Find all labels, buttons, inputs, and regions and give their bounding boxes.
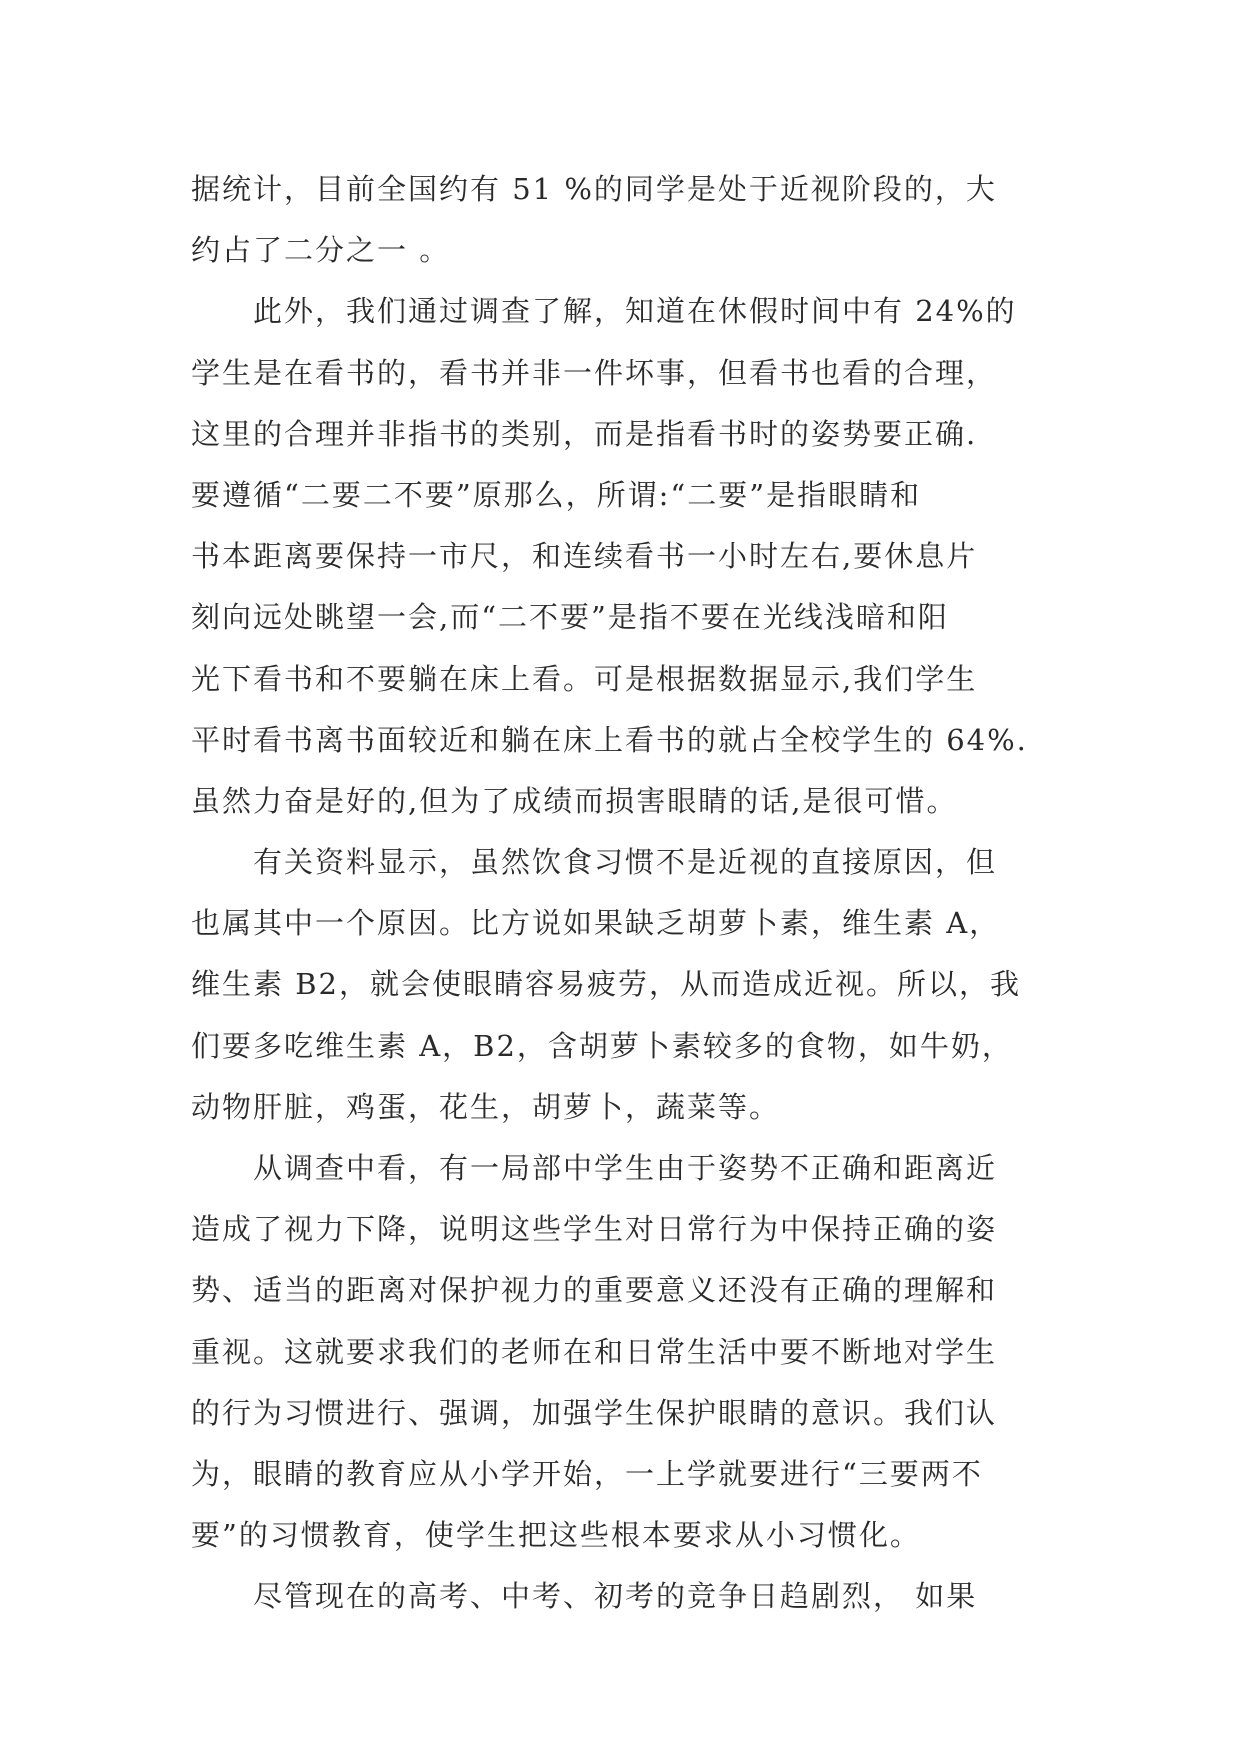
- text-line-8: 刻向远处眺望一会,而“二不要”是指不要在光线浅暗和阳: [191, 600, 949, 635]
- body-text: [191, 159, 1051, 1628]
- text-line-18: 造成了视力下降，说明这些学生对日常行为中保持正确的姿: [191, 1212, 998, 1247]
- text-line-15: 们要多吃维生素 A，B2，含胡萝卜素较多的食物，如牛奶，: [191, 1028, 1013, 1063]
- text-line-21: 的行为习惯进行、强调，加强学生保护眼睛的意识。我们认: [191, 1395, 998, 1430]
- text-line-7: 书本距离要保持一市尺，和连续看书一小时左右,要休息片: [191, 539, 978, 574]
- paragraph-start-line-24: 尽管现在的高考、中考、初考的竞争日趋剧烈， 如果: [253, 1579, 978, 1614]
- text-line-20: 重视。这就要求我们的老师在和日常生活中要不断地对学生: [191, 1334, 998, 1369]
- text-line-13: 也属其中一个原因。比方说如果缺乏胡萝卜素，维生素 A，: [191, 906, 1001, 941]
- text-line-19: 势、适当的距离对保护视力的重要意义还没有正确的理解和: [191, 1273, 998, 1308]
- text-line-16: 动物肝脏，鸡蛋，花生，胡萝卜，蔬菜等。: [191, 1089, 781, 1124]
- paragraph-start-line-3: 此外，我们通过调查了解，知道在休假时间中有 24%的: [253, 294, 1017, 329]
- text-line-9: 光下看书和不要躺在床上看。可是根据数据显示,我们学生: [191, 661, 978, 696]
- text-line-14: 维生素 B2，就会使眼睛容易疲劳，从而造成近视。所以，我: [191, 967, 1021, 1002]
- text-line-6: 要遵循“二要二不要”原那么，所谓:“二要”是指眼睛和: [191, 477, 922, 512]
- text-line-23: 要”的习惯教育，使学生把这些根本要求从小习惯化。: [191, 1518, 921, 1553]
- text-line-1: 据统计，目前全国约有 51 %的同学是处于近视阶段的，大: [191, 172, 997, 206]
- text-line-11: 虽然力奋是好的,但为了成绩而损害眼睛的话,是很可惜。: [191, 783, 958, 818]
- text-line-4: 学生是在看书的，看书并非一件坏事，但看书也看的合理，: [191, 355, 998, 390]
- text-line-2: 约占了二分之一 。: [191, 233, 451, 268]
- text-line-10: 平时看书离书面较近和躺在床上看书的就占全校学生的 64%.: [191, 722, 1028, 757]
- text-line-22: 为，眼睛的教育应从小学开始，一上学就要进行“三要两不: [191, 1456, 983, 1491]
- text-line-5: 这里的合理并非指书的类别，而是指看书时的姿势要正确.: [191, 416, 978, 451]
- paragraph-start-line-17: 从调查中看，有一局部中学生由于姿势不正确和距离近: [253, 1151, 998, 1185]
- paragraph-start-line-12: 有关资料显示，虽然饮食习惯不是近视的直接原因，但: [253, 845, 998, 880]
